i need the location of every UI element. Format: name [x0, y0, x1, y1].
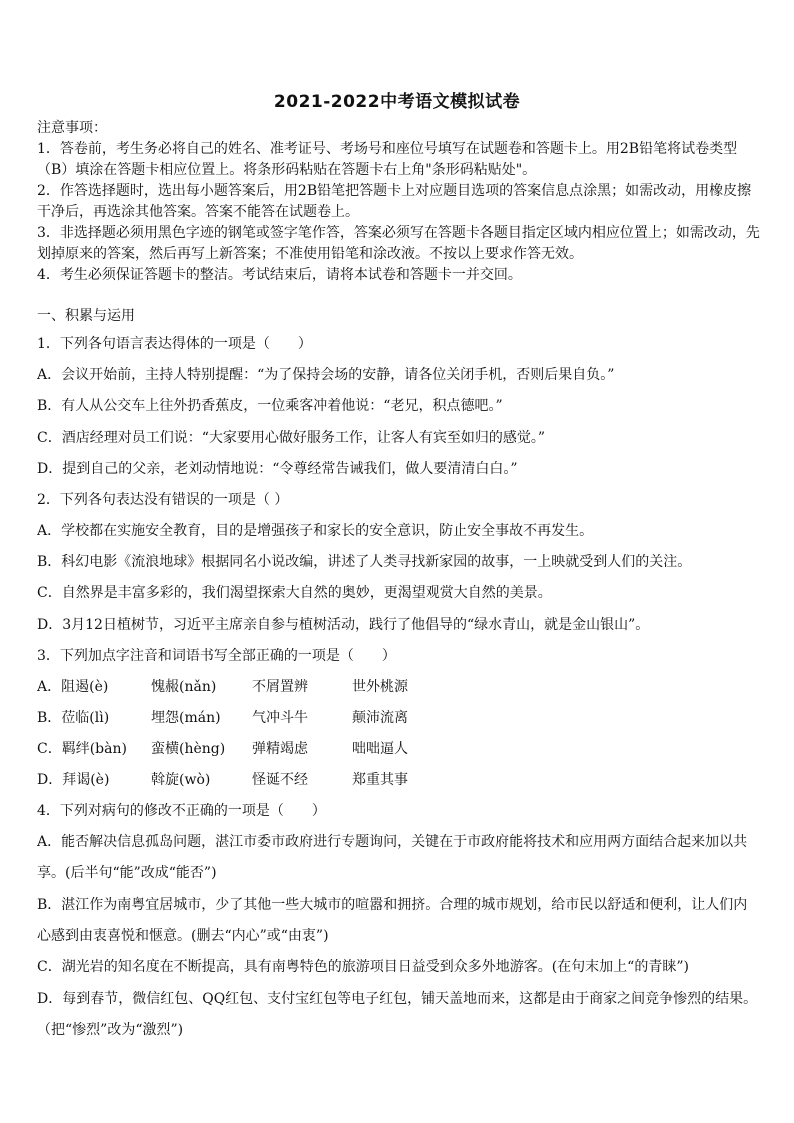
q2-option-c: C．自然界是丰富多彩的，我们渴望探索大自然的奥妙，更渴望观赏大自然的美景。 — [37, 585, 552, 601]
q3-stem: 3．下列加点字注音和词语书写全部正确的一项是（ ） — [37, 648, 396, 664]
q4-option-d-line1: D．每到春节，微信红包、QQ红包、支付宝红包等电子红包，铺天盖地而来，这都是由于商家之间竞争惨烈的结果。 — [37, 991, 758, 1007]
q2-option-a: A．学校都在实施安全教育，目的是增强孩子和家长的安全意识，防止安全事故不再发生。 — [37, 523, 594, 539]
q2-option-b: B．科幻电影《流浪地球》根据同名小说改编，讲述了人类寻找新家园的故事，一上映就受到人们的关注。 — [37, 554, 692, 570]
q3-a-word-4: 世外桃源 — [352, 679, 408, 695]
q3-option-c — [37, 738, 767, 758]
q4-option-d-line2: （把“惨烈”改为“激烈”) — [37, 1022, 184, 1038]
q4-option-b-line2: 心感到由衷喜悦和惬意。(删去“内心”或“由衷”) — [37, 928, 329, 944]
notes-line: 2．作答选择题时，选出每小题答案后，用2B铅笔把答题卡上对应题目选项的答案信息点涂黑；如需改动，用橡皮擦 — [37, 183, 752, 199]
q3-b-word-2: 埋怨(mán) — [151, 710, 221, 726]
notes-line: 3．非选择题必须用黑色字迹的钢笔或签字笔作答，答案必须写在答题卡各题目指定区域内相应位置上；如需改动，先 — [37, 225, 760, 241]
notes-line: 划掉原来的答案，然后再写上新答案；不准使用铅笔和涂改液。不按以上要求作答无效。 — [37, 246, 583, 262]
q1-option-a: A．会议开始前，主持人特别提醒：“为了保持会场的安静，请各位关闭手机，否则后果自负。” — [37, 367, 615, 383]
notes-heading: 注意事项： — [37, 120, 107, 136]
q3-d-word-2: 斡旋(wò) — [151, 772, 211, 788]
q4-option-a-line2: 享。(后半句“能”改成“能否”) — [37, 865, 217, 881]
q3-c-word-3: 弹精竭虑 — [252, 741, 308, 757]
q2-option-d: D．3月12日植树节，习近平主席亲自参与植树活动，践行了他倡导的“绿水青山，就是金山银山”。 — [37, 617, 650, 633]
notes-line: 4．考生必须保证答题卡的整洁。考试结束后，请将本试卷和答题卡一并交回。 — [37, 267, 522, 283]
q4-option-b-line1: B．湛江作为南粤宜居城市，少了其他一些大城市的喧嚣和拥挤。合理的城市规划，给市民以舒适和便利，让人们内 — [37, 897, 748, 913]
notes-line: 干净后，再选涂其他答案。答案不能答在试题卷上。 — [37, 204, 359, 220]
q3-a-word-2: 愧赧(nǎn) — [151, 679, 217, 695]
section-heading: 一、积累与运用 — [37, 308, 135, 324]
q1-option-b: B．有人从公交车上往外扔香蕉皮，一位乘客冲着他说：“老兄，积点德吧。” — [37, 398, 503, 414]
q2-stem: 2．下列各句表达没有错误的一项是（ ） — [37, 492, 289, 508]
notes-section — [37, 118, 767, 286]
exam-title: 2021-2022中考语文模拟试卷 — [273, 92, 521, 112]
q4-option-a-line1: A．能否解决信息孤岛问题，湛江市委市政府进行专题询问，关键在于市政府能将技术和应用两方面结合起来加以共 — [37, 834, 748, 850]
q3-d-word-3: 怪诞不经 — [252, 772, 308, 788]
q3-b-word-1: B．莅临(lì) — [37, 710, 110, 726]
notes-line: （B）填涂在答题卡相应位置上。将条形码粘贴在答题卡右上角"条形码粘贴处"。 — [37, 162, 537, 178]
q3-b-word-3: 气冲斗牛 — [252, 710, 308, 726]
q4-stem: 4．下列对病句的修改不正确的一项是（ ） — [37, 803, 326, 819]
q3-c-word-2: 蛮横(hèng) — [151, 741, 226, 757]
q3-c-word-4: 咄咄逼人 — [352, 741, 408, 757]
q3-a-word-1: A．阻遏(è) — [37, 679, 109, 695]
q3-b-word-4: 颠沛流离 — [352, 710, 408, 726]
q4-option-c: C．湖光岩的知名度在不断提高，具有南粤特色的旅游项目日益受到众多外地游客。(在句末加上“的青睐”) — [37, 959, 689, 975]
q3-option-a — [37, 676, 767, 696]
q3-a-word-3: 不屑置辨 — [252, 679, 308, 695]
q3-option-d — [37, 769, 767, 789]
q1-option-d: D．提到自己的父亲，老刘动情地说：“令尊经常告诫我们，做人要清清白白。” — [37, 461, 518, 477]
q3-d-word-4: 郑重其事 — [352, 772, 408, 788]
notes-line: 1．答卷前，考生务必将自己的姓名、准考证号、考场号和座位号填写在试题卷和答题卡上。用2B铅笔将试卷类型 — [37, 141, 738, 157]
q3-c-word-1: C．羁绊(bàn) — [37, 741, 127, 757]
q1-stem: 1．下列各句语言表达得体的一项是（ ） — [37, 336, 312, 352]
q3-option-b — [37, 707, 767, 727]
q3-d-word-1: D．拜谒(è) — [37, 772, 110, 788]
q1-option-c: C．酒店经理对员工们说：“大家要用心做好服务工作，让客人有宾至如归的感觉。” — [37, 430, 546, 446]
